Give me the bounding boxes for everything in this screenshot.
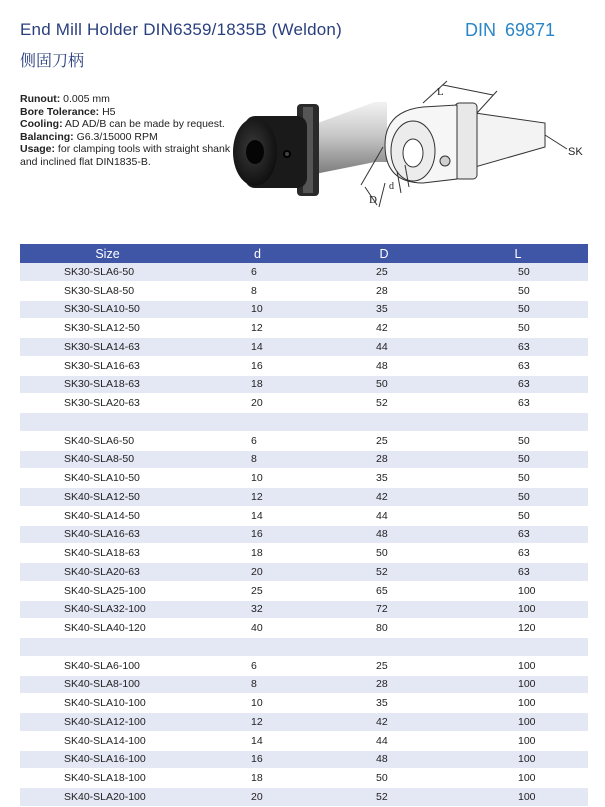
cell-L: 100 (448, 694, 588, 713)
dimension-drawing (355, 75, 600, 225)
cell-D: 72 (320, 600, 448, 619)
table-row (20, 675, 588, 694)
cell-D: 65 (320, 581, 448, 600)
table-row (20, 319, 588, 338)
cell-size: SK30-SLA16-63 (20, 356, 195, 375)
cell-size (20, 413, 195, 432)
cell-L (448, 638, 588, 657)
cell-d: 18 (195, 769, 320, 788)
cell-D: 48 (320, 356, 448, 375)
cell-D: 44 (320, 731, 448, 750)
table-row (20, 600, 588, 619)
spec-bore-tolerance: Bore Tolerance: H5 (20, 105, 116, 118)
cell-d: 14 (195, 506, 320, 525)
cell-size: SK40-SLA6-50 (20, 431, 195, 450)
cell-size: SK40-SLA18-100 (20, 769, 195, 788)
cell-d: 20 (195, 788, 320, 807)
cell-d: 20 (195, 563, 320, 582)
cell-D (320, 413, 448, 432)
spec-list (20, 93, 235, 168)
cell-L: 100 (448, 788, 588, 807)
cell-L: 50 (448, 506, 588, 525)
cell-d: 12 (195, 319, 320, 338)
table-row (20, 638, 588, 657)
cell-D: 50 (320, 375, 448, 394)
header-D: D (320, 244, 448, 263)
spec-balancing: Balancing: G6.3/15000 RPM (20, 130, 158, 143)
cell-size: SK40-SLA32-100 (20, 600, 195, 619)
table-row (20, 525, 588, 544)
table-row (20, 788, 588, 807)
cell-size: SK30-SLA10-50 (20, 300, 195, 319)
cell-L: 63 (448, 525, 588, 544)
table-row (20, 488, 588, 507)
header-d: d (195, 244, 320, 263)
cell-d: 40 (195, 619, 320, 638)
cell-size: SK40-SLA14-100 (20, 731, 195, 750)
cell-L: 100 (448, 675, 588, 694)
cell-D: 35 (320, 694, 448, 713)
cell-d: 8 (195, 281, 320, 300)
cell-D: 52 (320, 563, 448, 582)
table-row (20, 506, 588, 525)
table-row (20, 713, 588, 732)
cell-size: SK40-SLA6-100 (20, 656, 195, 675)
table-row (20, 731, 588, 750)
cell-size: SK40-SLA25-100 (20, 581, 195, 600)
cell-L: 63 (448, 375, 588, 394)
cell-D: 28 (320, 281, 448, 300)
spec-runout: Runout: 0.005 mm (20, 93, 110, 105)
spec-usage: Usage: for clamping tools with straight shank and inclined flat DIN1835-B. (20, 143, 231, 168)
table-row (20, 431, 588, 450)
cell-d: 6 (195, 431, 320, 450)
cell-D: 80 (320, 619, 448, 638)
din-standard-label: DIN 69871 (465, 20, 556, 40)
cell-D: 52 (320, 394, 448, 413)
cell-L: 50 (448, 281, 588, 300)
table-row (20, 300, 588, 319)
cell-D: 42 (320, 488, 448, 507)
table-row (20, 281, 588, 300)
cell-L: 100 (448, 750, 588, 769)
cell-L: 63 (448, 563, 588, 582)
table-row (20, 619, 588, 638)
table-row (20, 469, 588, 488)
header-L: L (448, 244, 588, 263)
table-row (20, 338, 588, 357)
cell-L: 100 (448, 600, 588, 619)
cell-size: SK30-SLA12-50 (20, 319, 195, 338)
table-row (20, 356, 588, 375)
table-row (20, 581, 588, 600)
page-title: End Mill Holder DIN6359/1835B (Weldon) (20, 20, 342, 39)
table-row (20, 656, 588, 675)
cell-d: 25 (195, 581, 320, 600)
cell-L: 63 (448, 544, 588, 563)
cell-d: 8 (195, 675, 320, 694)
cell-size: SK40-SLA12-50 (20, 488, 195, 507)
cell-D: 28 (320, 675, 448, 694)
cell-d: 16 (195, 356, 320, 375)
table-row (20, 413, 588, 432)
cell-D: 44 (320, 506, 448, 525)
cell-L: 50 (448, 431, 588, 450)
cell-L: 100 (448, 656, 588, 675)
cell-D: 44 (320, 338, 448, 357)
cell-d: 20 (195, 394, 320, 413)
cell-size: SK40-SLA8-50 (20, 450, 195, 469)
cell-d: 8 (195, 450, 320, 469)
page-title-chinese: 侧固刀柄 (20, 53, 85, 70)
cell-size: SK40-SLA8-100 (20, 675, 195, 694)
cell-D: 48 (320, 525, 448, 544)
spec-cooling: Cooling: AD AD/B can be made by request. (20, 118, 225, 130)
cell-L: 63 (448, 338, 588, 357)
cell-d: 10 (195, 469, 320, 488)
size-table (20, 244, 588, 807)
cell-L: 50 (448, 469, 588, 488)
cell-size: SK30-SLA14-63 (20, 338, 195, 357)
cell-size (20, 638, 195, 657)
cell-size: SK40-SLA20-100 (20, 788, 195, 807)
cell-size: SK30-SLA8-50 (20, 281, 195, 300)
cell-d: 6 (195, 656, 320, 675)
cell-L: 50 (448, 300, 588, 319)
dimension-label-L: L (437, 86, 444, 98)
cell-D: 50 (320, 769, 448, 788)
cell-size: SK40-SLA40-120 (20, 619, 195, 638)
cell-D: 25 (320, 263, 448, 281)
cell-d: 10 (195, 300, 320, 319)
cell-size: SK30-SLA20-63 (20, 394, 195, 413)
cell-size: SK40-SLA18-63 (20, 544, 195, 563)
cell-size: SK40-SLA16-63 (20, 525, 195, 544)
dimension-label-d: d (389, 181, 394, 192)
cell-D: 42 (320, 713, 448, 732)
header-size: Size (20, 244, 195, 263)
table-row (20, 750, 588, 769)
table-row (20, 769, 588, 788)
cell-d: 14 (195, 338, 320, 357)
table-row (20, 375, 588, 394)
cell-D: 25 (320, 431, 448, 450)
table-row (20, 394, 588, 413)
cell-d: 18 (195, 375, 320, 394)
cell-d: 16 (195, 525, 320, 544)
cell-D (320, 638, 448, 657)
table-row (20, 694, 588, 713)
cell-size: SK40-SLA10-100 (20, 694, 195, 713)
cell-d: 10 (195, 694, 320, 713)
table-row (20, 263, 588, 281)
cell-d: 12 (195, 713, 320, 732)
cell-L: 100 (448, 769, 588, 788)
cell-D: 35 (320, 300, 448, 319)
cell-L: 50 (448, 319, 588, 338)
cell-L: 63 (448, 356, 588, 375)
cell-D: 42 (320, 319, 448, 338)
cell-d (195, 413, 320, 432)
cell-D: 50 (320, 544, 448, 563)
cell-L: 50 (448, 488, 588, 507)
cell-size: SK40-SLA16-100 (20, 750, 195, 769)
cell-size: SK40-SLA20-63 (20, 563, 195, 582)
dimension-label-SK: SK (568, 146, 583, 158)
cell-D: 25 (320, 656, 448, 675)
cell-size: SK40-SLA14-50 (20, 506, 195, 525)
cell-d: 18 (195, 544, 320, 563)
cell-L: 100 (448, 731, 588, 750)
table-row (20, 563, 588, 582)
dimension-label-D: D (369, 194, 377, 206)
cell-D: 52 (320, 788, 448, 807)
cell-L: 120 (448, 619, 588, 638)
table-row (20, 544, 588, 563)
cell-L (448, 413, 588, 432)
cell-d: 12 (195, 488, 320, 507)
cell-d (195, 638, 320, 657)
cell-d: 32 (195, 600, 320, 619)
cell-D: 48 (320, 750, 448, 769)
cell-size: SK30-SLA6-50 (20, 263, 195, 281)
cell-L: 50 (448, 263, 588, 281)
cell-size: SK40-SLA12-100 (20, 713, 195, 732)
cell-d: 16 (195, 750, 320, 769)
table-header-row (20, 244, 588, 263)
cell-L: 63 (448, 394, 588, 413)
cell-D: 28 (320, 450, 448, 469)
cell-D: 35 (320, 469, 448, 488)
cell-size: SK40-SLA10-50 (20, 469, 195, 488)
cell-d: 14 (195, 731, 320, 750)
cell-d: 6 (195, 263, 320, 281)
cell-L: 100 (448, 581, 588, 600)
cell-size: SK30-SLA18-63 (20, 375, 195, 394)
cell-L: 100 (448, 713, 588, 732)
table-row (20, 450, 588, 469)
cell-L: 50 (448, 450, 588, 469)
